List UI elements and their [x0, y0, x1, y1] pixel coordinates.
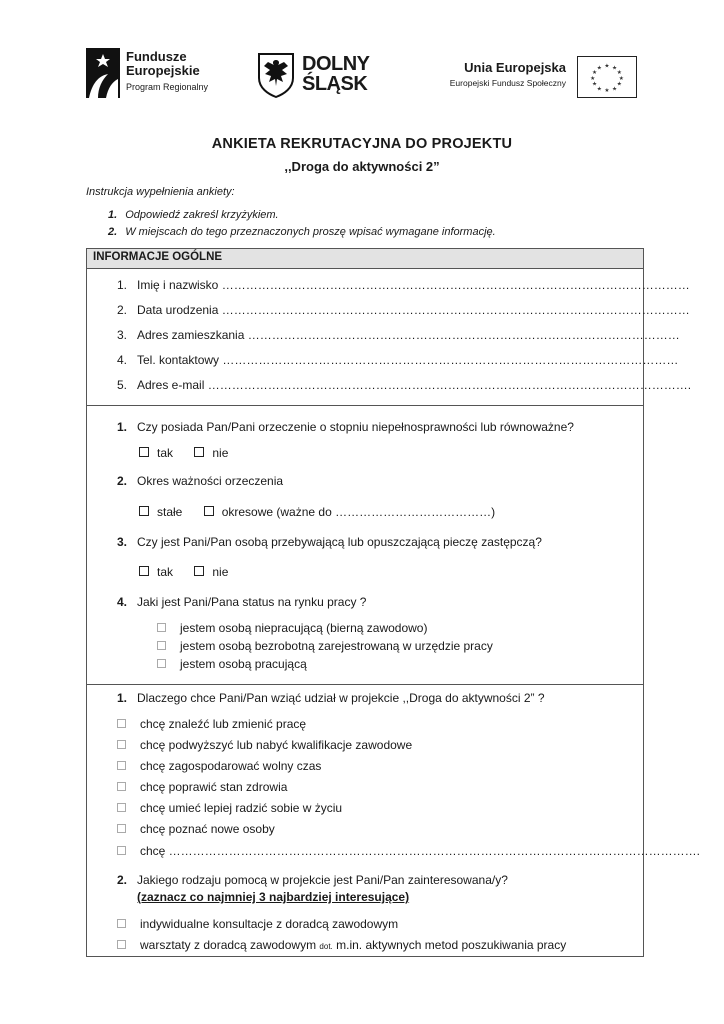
eu-label	[420, 60, 566, 88]
svg-text:★: ★	[596, 65, 602, 72]
checkbox[interactable]	[117, 782, 126, 791]
question-foster-care: 3. Czy jest Pani/Pan osobą przebywającą lub opuszczającą pieczę zastępczą?	[117, 535, 542, 549]
ds-line2: ŚLĄSK	[302, 73, 368, 95]
field-email[interactable]: 5. Adres e-mail ………………………………………………………………………………………………………….	[117, 378, 692, 392]
instruction-item: 1. Odpowiedź zakreśl krzyżykiem.	[108, 209, 279, 221]
checkbox[interactable]	[117, 761, 126, 770]
svg-text:★: ★	[616, 70, 622, 77]
option-employed[interactable]: jestem osobą pracującą	[157, 657, 307, 671]
document-title: ANKIETA REKRUTACYJNA DO PROJEKTU	[211, 136, 513, 152]
eu-line2: Europejski Fundusz Społeczny	[449, 78, 566, 88]
question-disability: 1. Czy posiada Pan/Pani orzeczenie o stopniu niepełnosprawności lub równoważne?	[117, 420, 574, 434]
svg-text:★: ★	[592, 81, 598, 88]
option-free-time[interactable]: chcę zagospodarować wolny czas	[117, 759, 321, 773]
fe-line1: Fundusze	[126, 49, 187, 64]
question-help-type: 2. Jakiego rodzaju pomocą w projekcie jest Pani/Pan zainteresowana/y?	[117, 873, 508, 887]
checkbox-yes[interactable]	[139, 566, 149, 576]
svg-text:★: ★	[596, 86, 602, 93]
instruction-label: Instrukcja wypełnienia ankiety:	[86, 186, 235, 198]
question-motivation: 1. Dlaczego chce Pani/Pan wziąć udział w projekcie ,,Droga do aktywności 2” ?	[117, 691, 545, 705]
eu-line1: Unia Europejska	[464, 60, 566, 75]
checkbox[interactable]	[117, 740, 126, 749]
fundusze-europejskie-logo	[86, 46, 226, 102]
question-labor-status: 4. Jaki jest Pani/Pana status na rynku pracy ?	[117, 595, 367, 609]
checkbox[interactable]	[117, 940, 126, 949]
field-name[interactable]: 1. Imię i nazwisko ………………………………………………………………………………………………………	[117, 278, 690, 292]
section-heading: INFORMACJE OGÓLNE	[87, 249, 643, 269]
fe-line3: Program Regionalny	[126, 82, 209, 92]
section-disability	[86, 405, 644, 685]
svg-text:★: ★	[612, 65, 618, 72]
field-address[interactable]: 3. Adres zamieszkania ………………………………………………………………………………………………	[117, 328, 680, 342]
document-subtitle: ,,Droga do aktywności 2”	[284, 159, 440, 174]
ds-line1: DOLNY	[302, 53, 370, 75]
checkbox-periodic[interactable]	[204, 506, 214, 516]
checkbox[interactable]	[117, 846, 126, 855]
question-validity: 2. Okres ważności orzeczenia	[117, 474, 284, 488]
section-motivation	[86, 684, 701, 957]
option-workshops[interactable]: warsztaty z doradcą zawodowym dot. m.in. aktywnych metod poszukiwania pracy	[117, 938, 566, 952]
eu-flag-icon	[577, 56, 637, 98]
svg-text:★: ★	[616, 81, 622, 88]
field-phone[interactable]: 4. Tel. kontaktowy ……………………………………………………………………………………………………	[117, 353, 679, 367]
checkbox-yes[interactable]	[139, 447, 149, 457]
option-unemployed[interactable]: jestem osobą bezrobotną zarejestrowaną w urzędzie pracy	[157, 639, 493, 653]
checkbox[interactable]	[117, 824, 126, 833]
checkbox[interactable]	[157, 641, 166, 650]
option-coping[interactable]: chcę umieć lepiej radzić sobie w życiu	[117, 801, 342, 815]
option-new-people[interactable]: chcę poznać nowe osoby	[117, 822, 275, 836]
eagle-crest-icon	[256, 52, 296, 98]
svg-text:★: ★	[604, 88, 610, 95]
option-other[interactable]: chcę …………………………………………………………………………………………………………………….	[117, 844, 700, 858]
checkbox[interactable]	[157, 659, 166, 668]
section-general-info	[86, 248, 692, 406]
checkbox[interactable]	[157, 623, 166, 632]
fe-line2: Europejskie	[126, 63, 200, 78]
option-inactive[interactable]: jestem osobą niepracującą (bierną zawodowo)	[157, 621, 427, 635]
checkbox-no[interactable]	[194, 566, 204, 576]
field-birthdate[interactable]: 2. Data urodzenia ………………………………………………………………………………………………………	[117, 303, 690, 317]
options-disability: tak nie	[139, 446, 228, 460]
options-foster-care: tak nie	[139, 565, 228, 579]
checkbox-permanent[interactable]	[139, 506, 149, 516]
option-job[interactable]: chcę znaleźć lub zmienić pracę	[117, 717, 306, 731]
dolny-slask-logo	[256, 52, 396, 100]
svg-text:★: ★	[604, 63, 610, 70]
checkbox[interactable]	[117, 803, 126, 812]
question-help-emphasis: (zaznacz co najmniej 3 najbardziej interesujące)	[137, 890, 410, 904]
checkbox[interactable]	[117, 719, 126, 728]
option-consultations[interactable]: indywidualne konsultacje z doradcą zawodowym	[117, 917, 398, 931]
option-health[interactable]: chcę poprawić stan zdrowia	[117, 780, 287, 794]
svg-text:★: ★	[590, 75, 596, 82]
option-qualifications[interactable]: chcę podwyższyć lub nabyć kwalifikacje zawodowe	[117, 738, 412, 752]
options-validity: stałe okresowe (ważne do …………………………………)	[139, 505, 495, 519]
svg-text:★: ★	[618, 75, 624, 82]
fundusze-europejskie-emblem-icon	[86, 48, 120, 98]
svg-text:★: ★	[592, 70, 598, 77]
svg-text:★: ★	[612, 86, 618, 93]
checkbox[interactable]	[117, 919, 126, 928]
checkbox-no[interactable]	[194, 447, 204, 457]
instruction-item: 2. W miejscach do tego przeznaczonych proszę wpisać wymagane informację.	[108, 226, 496, 238]
